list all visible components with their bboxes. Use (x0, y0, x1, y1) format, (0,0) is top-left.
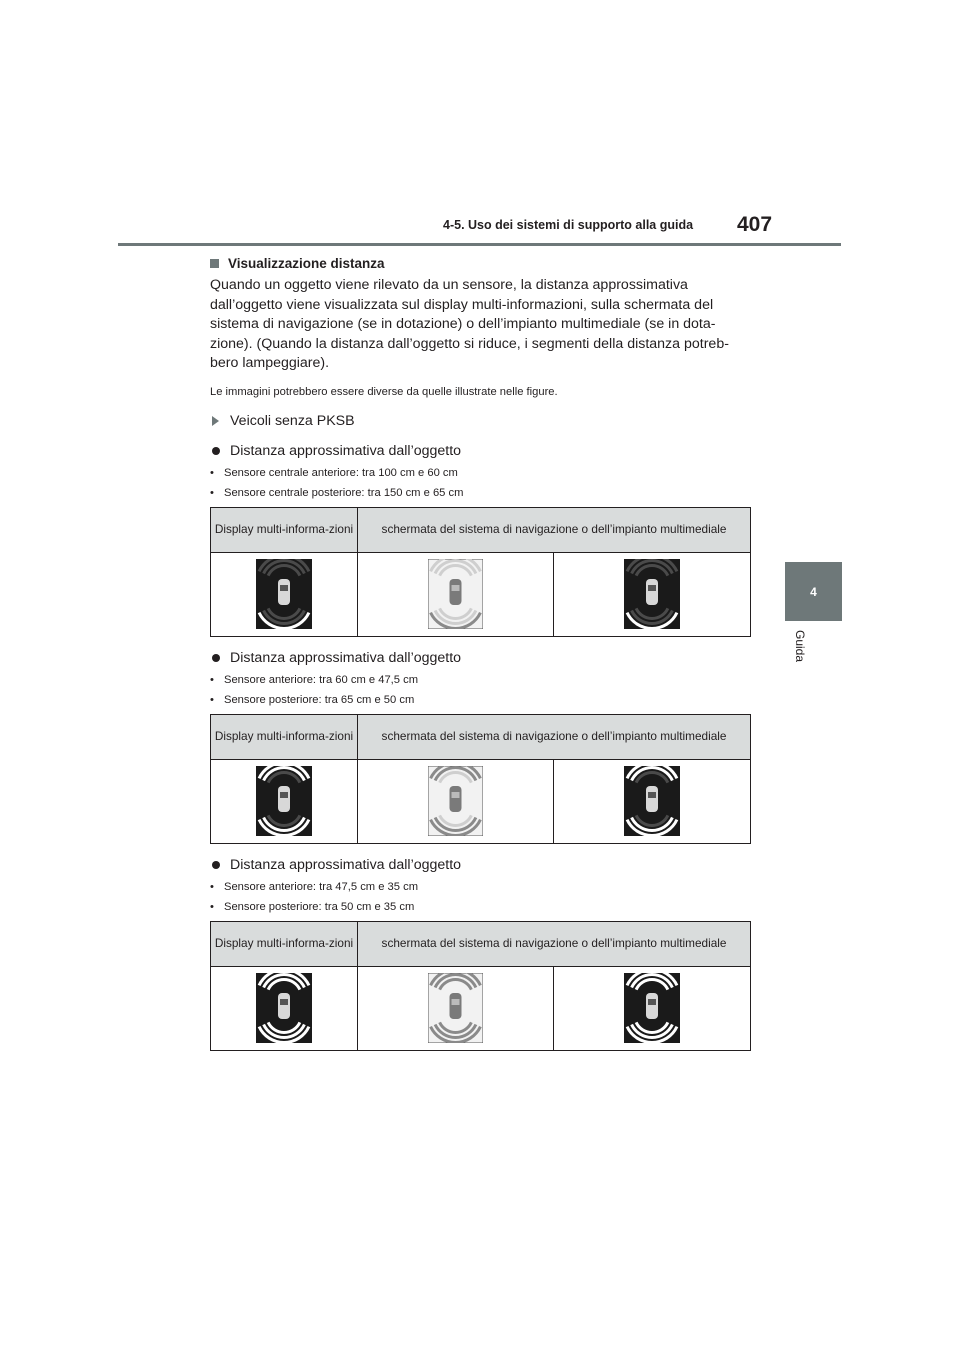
bullet-icon: • (210, 673, 214, 686)
sensor-range-item (210, 466, 755, 480)
nav-screen-image-dark (624, 766, 680, 836)
nav-screen-image-light (428, 559, 483, 629)
nav-screen-image-dark (624, 973, 680, 1043)
header-mid-display: Display multi-informa-zioni (211, 507, 358, 552)
car-icon (450, 579, 462, 605)
display-image-cell (211, 552, 358, 636)
sensor-range-text: Sensore posteriore: tra 65 cm e 50 cm (224, 693, 415, 706)
display-image-cell (211, 759, 358, 843)
variant-label: Veicoli senza PKSB (230, 412, 355, 429)
nav-screen-image-light (428, 973, 483, 1043)
car-icon (450, 786, 462, 812)
sensor-range-item (210, 693, 755, 707)
section-heading (210, 254, 755, 272)
car-window (280, 999, 288, 1005)
header-nav-screen: schermata del sistema di navigazione o dell’impianto multimediale (358, 507, 751, 552)
block-heading (210, 442, 755, 460)
display-image-cell (554, 759, 751, 843)
block-heading (210, 649, 755, 667)
page-content (210, 254, 755, 1051)
car-icon (646, 579, 658, 605)
nav-screen-image-light (428, 766, 483, 836)
sensor-range-item (210, 673, 755, 687)
block-title: Distanza approssimativa dall’oggetto (230, 649, 462, 666)
display-image-cell (358, 759, 554, 843)
car-icon (450, 993, 462, 1019)
round-bullet-icon (212, 447, 220, 455)
intro-paragraph: Quando un oggetto viene rilevato da un sensore, la distanza approssimativa dall’oggetto viene visualizzata sul display multi-informazioni, sulla schermata del sistema di navigazione (se in dotazione) o dell’impianto multimediale (se in dota-zione). (Quando la distanza dall’oggetto si riduce, i segmenti della distanza potreb-bero lampeggiare). (210, 277, 729, 372)
distance-block (210, 649, 755, 844)
mid-display-image (256, 559, 312, 629)
display-image-cell (211, 966, 358, 1050)
car-window (452, 792, 460, 798)
display-table (210, 507, 751, 637)
distance-block (210, 442, 755, 637)
display-image-cell (554, 966, 751, 1050)
header-nav-screen: schermata del sistema di navigazione o dell’impianto multimediale (358, 714, 751, 759)
bullet-icon: • (210, 466, 214, 479)
triangle-bullet-icon (212, 416, 219, 426)
bullet-icon: • (210, 900, 214, 913)
sensor-range-text: Sensore centrale anteriore: tra 100 cm e 60 cm (224, 466, 458, 479)
display-table (210, 714, 751, 844)
variant-heading (210, 412, 755, 430)
page-number: 407 (737, 213, 773, 236)
car-window (452, 585, 460, 591)
car-window (648, 792, 656, 798)
mid-display-image (256, 766, 312, 836)
car-window (280, 585, 288, 591)
running-header: 4-5. Uso dei sistemi di supporto alla guida (443, 218, 694, 232)
display-image-cell (358, 552, 554, 636)
sensor-range-text: Sensore anteriore: tra 47,5 cm e 35 cm (224, 880, 419, 893)
figure-note: Le immagini potrebbero essere diverse da quelle illustrate nelle figure. (210, 385, 558, 398)
car-window (648, 585, 656, 591)
block-title: Distanza approssimativa dall’oggetto (230, 856, 462, 873)
square-bullet-icon (210, 259, 219, 268)
bullet-icon: • (210, 486, 214, 499)
display-image-cell (358, 966, 554, 1050)
chapter-label: Guida (793, 630, 807, 663)
mid-display-image (256, 973, 312, 1043)
car-icon (646, 786, 658, 812)
distance-blocks (210, 442, 755, 1051)
car-window (452, 999, 460, 1005)
car-window (648, 999, 656, 1005)
header-mid-display: Display multi-informa-zioni (211, 714, 358, 759)
car-window (280, 792, 288, 798)
header-nav-screen: schermata del sistema di navigazione o dell’impianto multimediale (358, 921, 751, 966)
display-image-cell (554, 552, 751, 636)
block-heading (210, 856, 755, 874)
sensor-range-item (210, 900, 755, 914)
sensor-range-item (210, 880, 755, 894)
round-bullet-icon (212, 861, 220, 869)
car-icon (646, 993, 658, 1019)
nav-screen-image-dark (624, 559, 680, 629)
bullet-icon: • (210, 693, 214, 706)
car-icon (278, 993, 290, 1019)
chapter-number: 4 (810, 584, 817, 599)
car-icon (278, 786, 290, 812)
header-mid-display: Display multi-informa-zioni (211, 921, 358, 966)
sensor-range-text: Sensore anteriore: tra 60 cm e 47,5 cm (224, 673, 419, 686)
round-bullet-icon (212, 654, 220, 662)
distance-block (210, 856, 755, 1051)
car-icon (278, 579, 290, 605)
sensor-range-text: Sensore centrale posteriore: tra 150 cm e 65 cm (224, 486, 464, 499)
display-table (210, 921, 751, 1051)
header-divider (118, 243, 841, 246)
sensor-range-text: Sensore posteriore: tra 50 cm e 35 cm (224, 900, 415, 913)
block-title: Distanza approssimativa dall’oggetto (230, 442, 462, 459)
sensor-range-item (210, 486, 755, 500)
section-title: Visualizzazione distanza (228, 255, 385, 271)
chapter-tab (785, 562, 842, 621)
bullet-icon: • (210, 880, 214, 893)
